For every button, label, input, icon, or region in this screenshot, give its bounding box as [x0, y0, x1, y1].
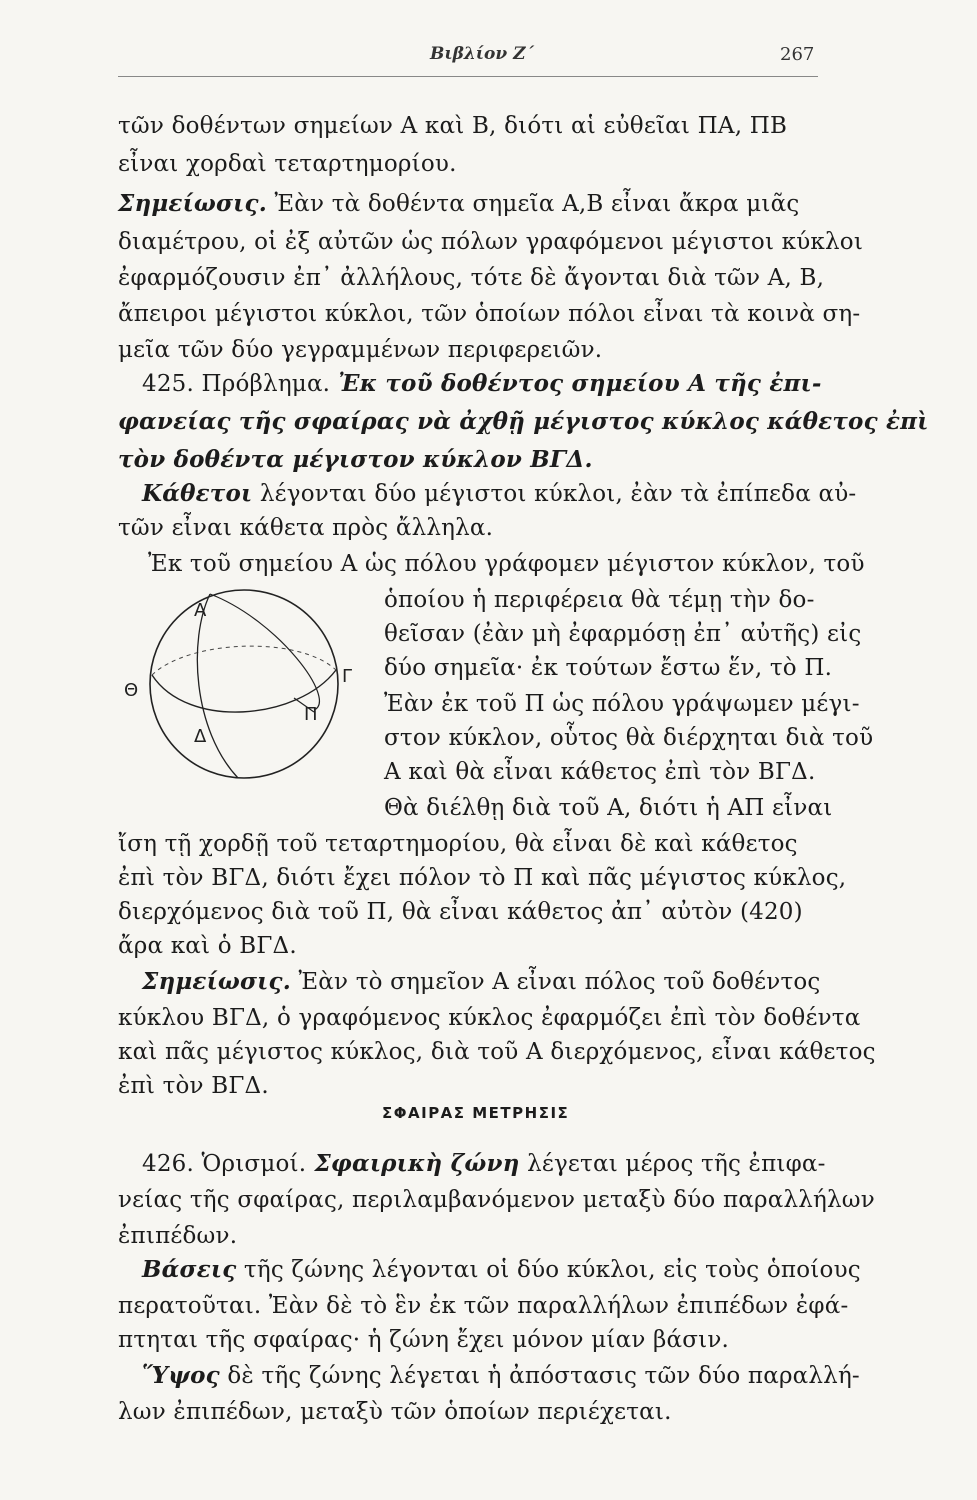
text-line: ἐφαρμόζουσιν ἐπ᾽ ἀλλήλους, τότε δὲ ἄγονται διὰ τῶν Α, Β,	[118, 265, 825, 291]
text-line: Θὰ διέλθῃ διὰ τοῦ Α, διότι ἡ ΑΠ εἶναι	[384, 795, 833, 821]
text-line	[118, 190, 799, 218]
problem-statement: Ἐκ τοῦ δοθέντος σημείου Α τῆς ἐπι-	[330, 370, 822, 397]
text-span: λέγεται μέρος τῆς ἐπιφα-	[519, 1151, 826, 1177]
text-line: ἐπιπέδων.	[118, 1223, 238, 1249]
text-line: τῶν εἶναι κάθετα πρὸς ἄλληλα.	[118, 515, 494, 541]
text-line: πτηται τῆς σφαίρας· ἡ ζώνη ἔχει μόνον μίαν βάσιν.	[118, 1327, 730, 1353]
text-line: μεῖα τῶν δύο γεγραμμένων περιφερειῶν.	[118, 337, 603, 363]
label-g: Γ	[342, 666, 353, 687]
running-header: Βιβλίον Ζ΄	[430, 44, 534, 64]
text-line: Α καὶ θὰ εἶναι κάθετος ἐπὶ τὸν ΒΓΔ.	[384, 759, 816, 785]
text-line: εἶναι χορδαὶ τεταρτημορίου.	[118, 151, 457, 177]
text-line: δύο σημεῖα· ἐκ τούτων ἔστω ἕν, τὸ Π.	[384, 655, 833, 681]
text-line: περατοῦται. Ἐὰν δὲ τὸ ἓν ἐκ τῶν παραλλήλων ἐπιπέδων ἐφά-	[118, 1293, 849, 1319]
text-span: τῆς ζώνης λέγονται οἱ δύο κύκλοι, εἰς τοὺς ὁποίους	[236, 1257, 861, 1283]
text-span: Ἐὰν τὰ δοθέντα σημεῖα Α,Β εἶναι ἄκρα μιᾶς	[266, 191, 800, 217]
text-line: ἴση τῇ χορδῇ τοῦ τεταρτημορίου, θὰ εἶναι δὲ καὶ κάθετος	[118, 831, 798, 857]
sphere-figure	[118, 580, 378, 790]
problem-number: 425. Πρόβλημα.	[142, 371, 331, 397]
text-line: ἄρα καὶ ὁ ΒΓΔ.	[118, 933, 297, 959]
term-label: Ὕψος	[142, 1362, 220, 1389]
term-label: Σφαιρικὴ ζώνη	[306, 1150, 520, 1177]
label-p: Π	[304, 704, 318, 725]
text-line: ὁποίου ἡ περιφέρεια θὰ τέμῃ τὴν δο-	[384, 587, 815, 613]
text-span: Ἐὰν τὸ σημεῖον Α εἶναι πόλος τοῦ δοθέντος	[290, 969, 821, 995]
text-line: θεῖσαν (ἐὰν μὴ ἐφαρμόσῃ ἐπ᾽ αὐτῆς) εἰς	[384, 621, 862, 647]
header-rule	[118, 76, 818, 77]
text-line: ἐπὶ τὸν ΒΓΔ.	[118, 1073, 269, 1099]
text-line: κύκλου ΒΓΔ, ὁ γραφόμενος κύκλος ἐφαρμόζει ἐπὶ τὸν δοθέντα	[118, 1005, 861, 1031]
definition-number: 426. Ὁρισμοί.	[142, 1151, 307, 1177]
text-line: Ἐκ τοῦ σημείου Α ὡς πόλου γράφομεν μέγιστον κύκλον, τοῦ	[148, 551, 865, 577]
sphere-diagram	[118, 580, 378, 790]
text-span: λέγονται δύο μέγιστοι κύκλοι, ἐὰν τὰ ἐπίπεδα αὐ-	[252, 481, 857, 507]
sphere-outline	[150, 590, 338, 778]
text-line	[142, 1256, 861, 1284]
text-line: λων ἐπιπέδων, μεταξὺ τῶν ὁποίων περιέχεται.	[118, 1399, 672, 1425]
text-line	[142, 480, 856, 508]
note-label: Σημείωσις.	[118, 190, 267, 217]
perpendicular-circle	[197, 594, 238, 778]
text-line: διερχόμενος διὰ τοῦ Π, θὰ εἶναι κάθετος ἀπ᾽ αὐτὸν (420)	[118, 899, 803, 925]
text-line: Ἐὰν ἐκ τοῦ Π ὡς πόλου γράψωμεν μέγι-	[384, 691, 860, 717]
text-line	[142, 370, 822, 398]
text-line: καὶ πᾶς μέγιστος κύκλος, διὰ τοῦ Α διερχόμενος, εἶναι κάθετος	[118, 1039, 876, 1065]
term-label: Κάθετοι	[142, 480, 253, 507]
text-line	[142, 1362, 860, 1390]
page-number: 267	[780, 44, 815, 65]
section-heading: ΣΦΑΙΡΑΣ ΜΕΤΡΗΣΙΣ	[382, 1104, 570, 1122]
note-label: Σημείωσις.	[142, 968, 291, 995]
text-line: στον κύκλον, οὗτος θὰ διέρχηται διὰ τοῦ	[384, 725, 874, 751]
term-label: Βάσεις	[142, 1256, 237, 1283]
text-line: φανείας τῆς σφαίρας νὰ ἀχθῇ μέγιστος κύκλος κάθετος ἐπὶ	[118, 408, 929, 435]
label-d: Δ	[194, 726, 207, 747]
label-a: Α	[194, 600, 207, 621]
text-span: δὲ τῆς ζώνης λέγεται ἡ ἀπόστασις τῶν δύο παραλλή-	[219, 1363, 860, 1389]
text-line: νείας τῆς σφαίρας, περιλαμβανόμενον μεταξὺ δύο παραλλήλων	[118, 1187, 875, 1213]
text-line: τὸν δοθέντα μέγιστον κύκλον ΒΓΔ.	[118, 446, 593, 473]
text-line	[142, 1150, 826, 1178]
text-line	[142, 968, 821, 996]
great-circle-bgd-back	[152, 646, 336, 675]
text-line: ἐπὶ τὸν ΒΓΔ, διότι ἔχει πόλον τὸ Π καὶ πᾶς μέγιστος κύκλος,	[118, 865, 847, 891]
text-line: τῶν δοθέντων σημείων Α καὶ Β, διότι αἱ εὐθεῖαι ΠΑ, ΠΒ	[118, 113, 788, 139]
text-line: ἄπειροι μέγιστοι κύκλοι, τῶν ὁποίων πόλοι εἶναι τὰ κοινὰ ση-	[118, 301, 861, 327]
label-th: Θ	[124, 680, 139, 701]
text-line: διαμέτρου, οἱ ἐξ αὐτῶν ὡς πόλων γραφόμενοι μέγιστοι κύκλοι	[118, 229, 864, 255]
